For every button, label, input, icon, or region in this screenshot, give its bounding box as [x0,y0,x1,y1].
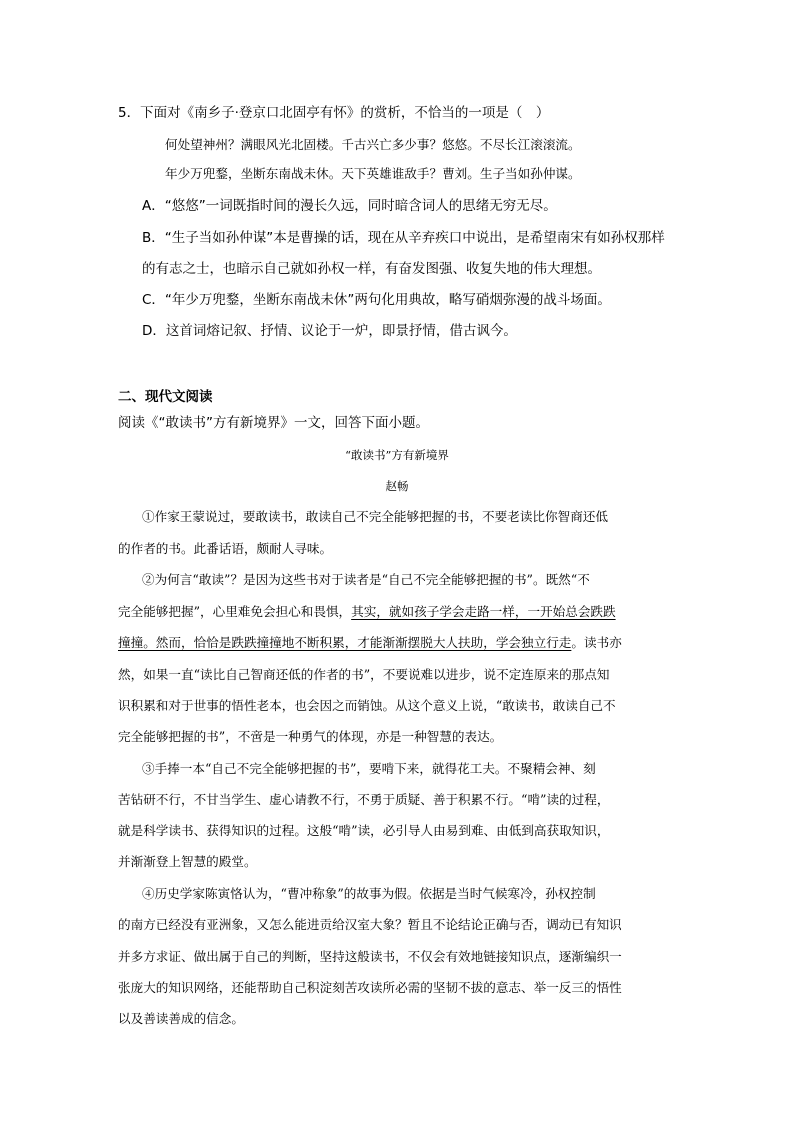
paragraph-2-line-2-text: 完全能够把握”，心里难免会担心和畏惧， [118,604,352,619]
reading-instruction: 阅读《“敢读书”方有新境界》一文，回答下面小题。 [118,415,429,431]
paragraph-4-line-5: 以及善读善成的信念。 [118,1011,244,1026]
paragraph-1-line-2: 的作者的书。此番话语，颇耐人寻味。 [118,541,333,556]
paragraph-3-line-2: 苦钻研不行，不甘当学生、虚心请教不行，不勇于质疑、善于积累不行。“啃”读的过程， [118,792,610,807]
article-author: 赵畅 [385,479,409,493]
underlined-sentence-part-2: 撞撞。然而，恰恰是跌跌撞撞地不断积累，才能渐渐摆脱大人扶助，学会独立行走 [118,635,572,650]
poem-line-2: 年少万兜鍪，坐断东南战未休。天下英雄谁敌手？曹刘。生子当如孙仲谋。 [165,166,581,181]
underlined-sentence-part-1: 其实，就如孩子学会走路一样，一开始总会跌跌 [351,604,616,619]
paragraph-2-line-5: 识积累和对于世事的悟性老本，也会因之而销蚀。从这个意义上说，“敢读书，敢读自己不 [118,698,616,713]
paragraph-4-line-1: ④历史学家陈寅恪认为，“曹冲称象”的故事为假。依据是当时气候寒冷，孙权控制 [142,886,596,901]
paragraph-1-line-1: ①作家王蒙说过，要敢读书，敢读自己不完全能够把握的书，不要老读比你智商还低 [142,509,608,524]
paragraph-2-line-6: 完全能够把握的书”，不啻是一种勇气的体现，亦是一种智慧的表达。 [118,729,503,744]
section-heading: 二、现代文阅读 [118,389,213,405]
paragraph-3-line-3: 就是科学读书、获得知识的过程。这般“啃”读，必引导人由易到难、由低到高获取知识， [118,823,610,838]
paragraph-4-line-2: 的南方已经没有亚洲象，又怎么能进贡给汉室大象？暂且不论结论正确与否，调动已有知识 [118,917,622,932]
option-b-line-1: B．“生子当如孙仲谋”本是曹操的话，现在从辛弃疾口中说出，是希望南宋有如孙权那样 [142,230,665,246]
paragraph-2-line-4: 然，如果一直“读比自己智商还低的作者的书”，不要说难以进步，说不定连原来的那点知 [118,667,610,682]
paragraph-4-line-4: 张庞大的知识网络，还能帮助自己积淀刻苦攻读所必需的坚韧不拔的意志、举一反三的悟性 [118,980,622,995]
question-5-stem: 5．下面对《南乡子·登京口北固亭有怀》的赏析，不恰当的一项是（ ） [118,105,550,121]
paragraph-3-line-4: 并渐渐登上智慧的殿堂。 [118,854,257,869]
option-d: D．这首词熔记叙、抒情、议论于一炉，即景抒情，借古讽今。 [142,323,517,339]
option-b-line-2: 的有志之士，也暗示自己就如孙权一样，有奋发图强、收复失地的伟大理想。 [142,261,601,277]
paragraph-3-line-1: ③手捧一本“自己不完全能够把握的书”，要啃下来，就得花工夫。不聚精会神、刻 [142,761,596,776]
paragraph-4-line-3: 并多方求证、做出属于自己的判断，坚持这般读书，不仅会有效地链接知识点，逐渐编织一 [118,949,622,964]
option-a: A．“悠悠”一词既指时间的漫长久远，同时暗含词人的思绪无穷无尽。 [142,198,557,214]
article-title: “敢读书”方有新境界 [345,448,449,462]
poem-line-1: 何处望神州？满眼风光北固楼。千古兴亡多少事？悠悠。不尽长江滚滚流。 [165,137,581,152]
paragraph-2-line-3-text: 。读书亦 [571,635,622,650]
paragraph-2-line-2 [118,603,616,621]
paragraph-2-line-1: ②为何言“敢读”？是因为这些书对于读者是“自己不完全能够把握的书”。既然“不 [142,572,590,587]
option-c: C．“年少万兜鍪，坐断东南战未休”两句化用典故，略写硝烟弥漫的战斗场面。 [142,292,611,308]
paragraph-2-line-3 [118,634,622,652]
